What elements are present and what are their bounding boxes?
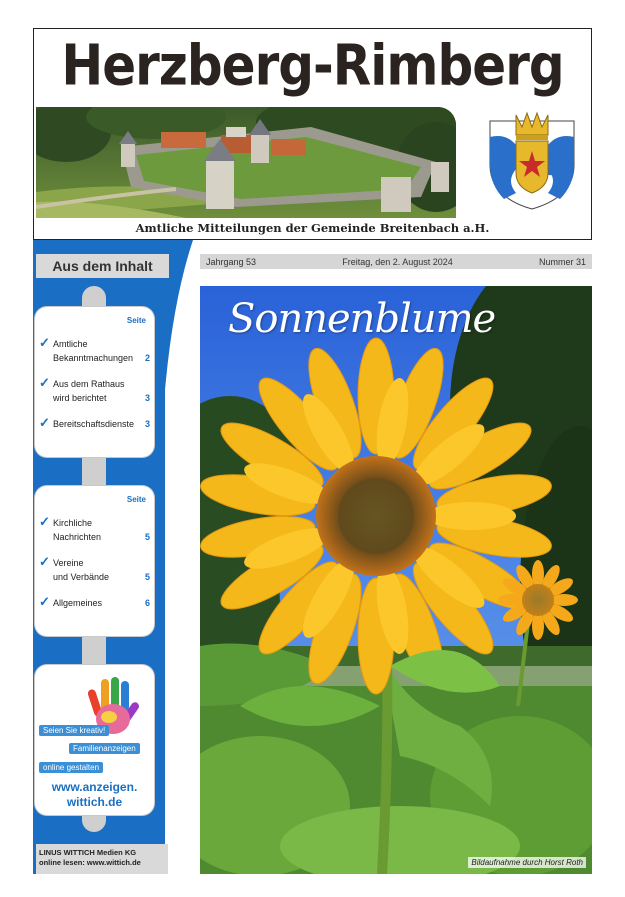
toc-item-line1: Vereine — [53, 558, 84, 568]
issue-number: Nummer 31 — [538, 256, 586, 267]
coat-of-arms — [486, 107, 578, 211]
checkmark-icon: ✓ — [39, 594, 50, 609]
contents-heading: Aus dem Inhalt — [36, 254, 169, 278]
promo-url-line2[interactable]: wittich.de — [66, 795, 123, 809]
issue-date: Freitag, den 2. August 2024 — [342, 256, 453, 267]
toc-item-line1: Amtliche — [53, 339, 88, 349]
toc-item-line2: Bekanntmachungen — [53, 353, 134, 363]
cover-title: Sonnenblume — [228, 296, 496, 342]
masthead-tagline: Amtliche Mitteilungen der Gemeinde Breitenbach a.H. — [135, 221, 490, 235]
toc-item-page: 3 — [144, 393, 150, 403]
toc-item-line2: Nachrichten — [53, 532, 102, 542]
toc-item-page: 6 — [144, 598, 150, 608]
toc-item-page: 5 — [144, 572, 150, 582]
photo-credit: Bildaufnahme durch Horst Roth — [468, 857, 586, 868]
promo-tag-online: online gestalten — [39, 762, 103, 773]
masthead-box — [33, 28, 592, 240]
toc-item-page: 5 — [144, 532, 150, 542]
toc-card-1 — [35, 307, 154, 457]
toc-item-line2: und Verbände — [53, 572, 110, 582]
checkmark-icon: ✓ — [39, 335, 50, 350]
coat-of-arms-icon — [486, 107, 578, 211]
checkmark-icon: ✓ — [39, 514, 50, 529]
castle-photo — [36, 107, 456, 218]
toc-item-line1: Bereitschaftsdienste — [53, 419, 135, 429]
toc-item-line1: Kirchliche — [53, 518, 93, 528]
toc-item-line1: Aus dem Rathaus — [53, 379, 125, 389]
promo-tag-family-ads: Familienanzeigen — [69, 743, 140, 754]
checkmark-icon: ✓ — [39, 415, 50, 430]
page-column-label: Seite — [126, 316, 146, 325]
sunflower-illustration — [200, 286, 592, 874]
ad-promo-card[interactable] — [35, 665, 154, 815]
castle-illustration — [36, 107, 456, 218]
toc-item-page: 3 — [144, 419, 150, 429]
toc-item-line1: Allgemeines — [53, 598, 103, 608]
checkmark-icon: ✓ — [39, 375, 50, 390]
page-column-label: Seite — [126, 495, 146, 504]
publisher-online-link[interactable]: online lesen: www.wittich.de — [39, 858, 141, 867]
publisher-footer — [36, 844, 168, 874]
checkmark-icon: ✓ — [39, 554, 50, 569]
publisher-name: LINUS WITTICH Medien KG — [39, 848, 137, 857]
promo-url-line1[interactable]: www.anzeigen. — [51, 780, 138, 794]
issue-info-bar — [200, 254, 592, 269]
promo-tag-creative: Seien Sie kreativ! — [39, 725, 109, 736]
toc-card-2 — [35, 486, 154, 636]
toc-item-page: 2 — [144, 353, 150, 363]
volume-label: Jahrgang 53 — [206, 256, 257, 267]
toc-item-line2: wird berichtet — [53, 393, 107, 403]
cover-photo — [200, 286, 592, 874]
newspaper-title: Herzberg-Rimberg — [61, 33, 564, 98]
